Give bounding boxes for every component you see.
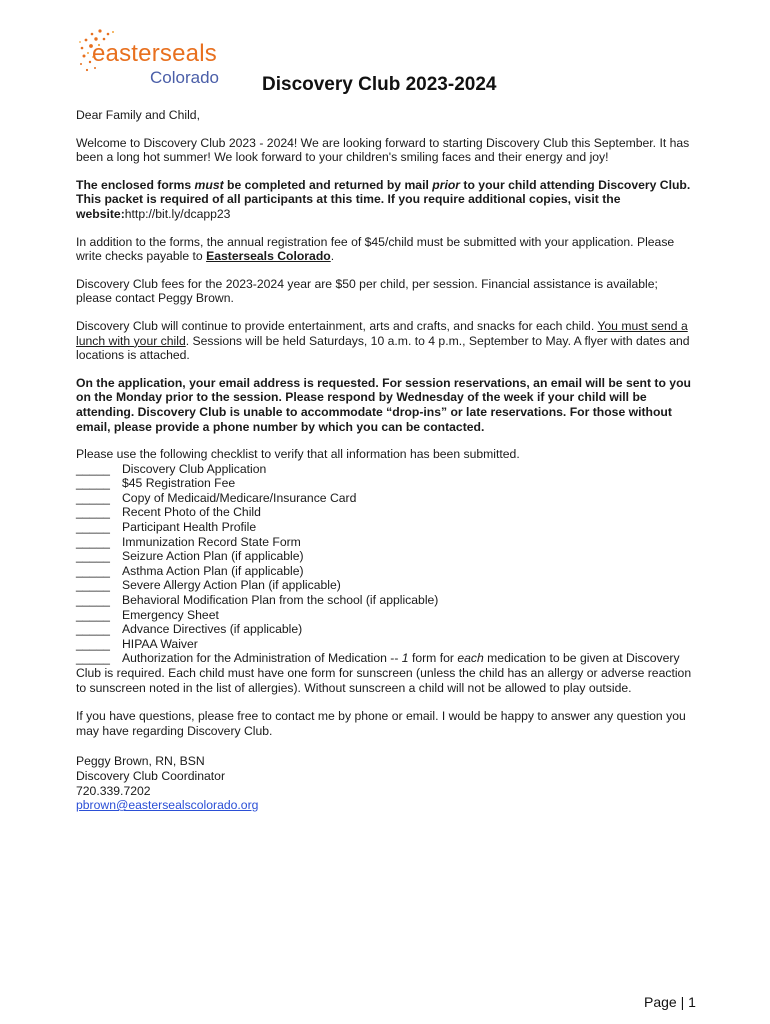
checklist-item-label: Recent Photo of the Child	[122, 505, 261, 520]
coordinator-name: Peggy Brown, RN, BSN	[76, 754, 205, 769]
coordinator-role: Discovery Club Coordinator	[76, 768, 226, 783]
checklist-intro: Please use the following checklist to verify that all information has been submitted.	[76, 447, 520, 462]
checklist-item-label: Emergency Sheet	[122, 607, 219, 622]
checklist-item	[76, 637, 694, 652]
checklist-item-label: Asthma Action Plan (if applicable)	[122, 563, 304, 578]
checklist-blank: _____	[76, 520, 110, 535]
checklist-item	[76, 462, 694, 477]
club-fees-paragraph: Discovery Club fees for the 2023-2024 year are $50 per child, per session. Financial assistance is available; please contact Peggy Brown.	[76, 276, 658, 306]
checklist-item	[76, 491, 694, 506]
program-paragraph: Discovery Club will continue to provide entertainment, arts and crafts, and snacks for each child. You must send a lunch with your child. Sessions will be held Saturdays, 10 a.m. to 4 p.m., September to May. A flyer with dates and locations is attached.	[76, 318, 690, 363]
checklist-item	[76, 608, 694, 623]
checklist-blank: _____	[76, 563, 110, 578]
greeting: Dear Family and Child,	[76, 108, 200, 122]
lunch-requirement: You must send a lunch with your child	[76, 318, 688, 348]
signature-block	[76, 754, 694, 812]
checklist-item	[76, 476, 694, 491]
questions-paragraph: If you have questions, please free to contact me by phone or email. I would be happy to answer any question you may have regarding Discovery Club.	[76, 709, 686, 738]
fee-paragraph: In addition to the forms, the annual registration fee of $45/child must be submitted with your application. Please write checks payable to Easterseals Colorado.	[76, 234, 675, 264]
checklist-item-label: Copy of Medicaid/Medicare/Insurance Card	[122, 490, 357, 505]
checklist-blank: _____	[76, 593, 110, 608]
easterseals-logo	[78, 28, 238, 90]
checklist-item-label: Severe Allergy Action Plan (if applicable)	[122, 578, 341, 593]
checklist-item-label: HIPAA Waiver	[122, 636, 198, 651]
checklist-blank: _____	[76, 636, 110, 651]
page-number: Page | 1	[644, 994, 696, 1010]
checklist-blank: _____	[76, 476, 110, 491]
checklist-blank: _____	[76, 651, 110, 666]
checklist-blank: _____	[76, 549, 110, 564]
checklist-item: _____ Authorization for the Administration of Medication -- 1 form for each medication to be given at Discovery Club is required. Each child must have one form for sunscreen (unless the child has an allergy or adverse reaction to sunscreen noted in the list of allergies). Without sunscreen a child will not be allowed to play outside.	[76, 651, 692, 695]
payee-name: Easterseals Colorado	[206, 249, 331, 264]
checklist-item-label: Behavioral Modification Plan from the school (if applicable)	[122, 593, 439, 608]
logo-brand-text: easterseals	[92, 40, 217, 67]
checklist-item-label: Immunization Record State Form	[122, 534, 301, 549]
checklist-blank: _____	[76, 490, 110, 505]
checklist-item	[76, 622, 694, 637]
checklist-blank: _____	[76, 578, 110, 593]
coordinator-phone: 720.339.7202	[76, 783, 151, 798]
checklist-item-label: Seizure Action Plan (if applicable)	[122, 549, 304, 564]
forms-notice-paragraph: The enclosed forms must be completed and returned by mail prior to your child attending Discovery Club. This packet is required of all participants at this time. If you require additional copies, visit the website:http://bit.ly/dcapp23	[76, 177, 691, 221]
coordinator-email-link[interactable]: pbrown@eastersealscolorado.org	[76, 798, 259, 813]
checklist-item-label: Participant Health Profile	[122, 520, 257, 535]
logo-region-text: Colorado	[150, 68, 219, 87]
checklist-blank: _____	[76, 622, 110, 637]
checklist-item	[76, 578, 694, 593]
checklist-blank: _____	[76, 461, 110, 476]
checklist-item	[76, 520, 694, 535]
email-notice-paragraph: On the application, your email address is requested. For session reservations, an email will be sent to you on the Monday prior to the session. Please respond by Wednesday of the week if your child will be attending. Discovery Club is unable to accommodate “drop-ins” or late reservations. For those without email, please provide a phone number by which you can be contacted.	[76, 375, 691, 434]
checklist-item	[76, 505, 694, 520]
checklist-blank: _____	[76, 534, 110, 549]
checklist-item	[76, 535, 694, 550]
packet-url: http://bit.ly/dcapp23	[124, 206, 231, 221]
checklist-item	[76, 564, 694, 579]
must-emphasis: must	[194, 177, 224, 192]
checklist-item	[76, 549, 694, 564]
checklist-item	[76, 593, 694, 608]
page-title: Discovery Club 2023-2024	[262, 74, 497, 95]
letter-body	[76, 108, 694, 813]
checklist	[76, 447, 694, 695]
welcome-paragraph: Welcome to Discovery Club 2023 - 2024! We are looking forward to starting Discovery Club this September. It has been a long hot summer! We look forward to your children's smiling faces and their energy and joy!	[76, 135, 690, 165]
checklist-blank: _____	[76, 607, 110, 622]
prior-emphasis: prior	[432, 177, 461, 192]
checklist-item-label: $45 Registration Fee	[122, 476, 236, 491]
checklist-blank: _____	[76, 505, 110, 520]
checklist-item-label: Discovery Club Application	[122, 461, 267, 476]
checklist-item-label: Advance Directives (if applicable)	[122, 622, 303, 637]
